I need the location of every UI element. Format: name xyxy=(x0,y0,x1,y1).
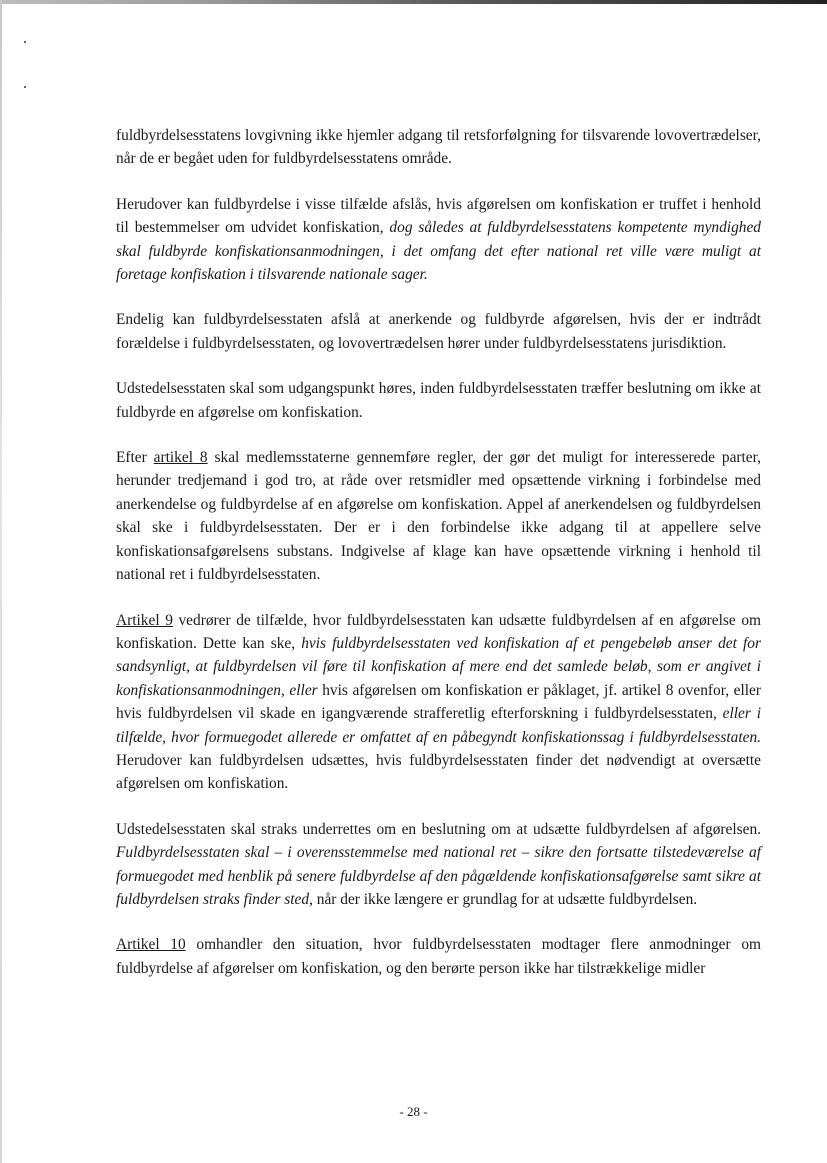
text-run: Herudover kan fuldbyrdelsen udsættes, hvis fuldbyrdelsesstaten finder det nødvendigt at oversætte afgørelsen om konfiskation. xyxy=(116,751,761,793)
italic-text: dog således at fuldbyrdelsesstatens kompetente myndighed skal fuldbyrde konfiskationsanmodningen, i det omfang det efter national ret ville være muligt at foretage konfiskation i tilsvarende nationale sager. xyxy=(116,219,761,284)
text-run: Efter xyxy=(116,449,154,467)
text-run: Udstedelsesstaten skal som udgangspunkt høres, inden fuldbyrdelsesstaten træffer beslutning om ikke at fuldbyrde en afgørelse om konfiskation. xyxy=(116,380,761,421)
paragraph xyxy=(116,308,761,355)
text-run: Endelig kan fuldbyrdelsesstaten afslå at anerkende og fuldbyrde afgørelsen, hvis der er indtrådt forældelse i fuldbyrdelsesstaten, og lovovertrædelsen hører under fuldbyrdelsesstatens jurisdiktion. xyxy=(116,311,761,352)
scan-speck xyxy=(24,86,26,88)
text-run: , når der ikke længere er grundlag for at udsætte fuldbyrdelsen. xyxy=(309,890,698,908)
scan-left-edge xyxy=(0,0,2,1163)
paragraph xyxy=(116,377,761,424)
page-number: - 28 - xyxy=(399,1104,428,1119)
text-run: Herudover kan fuldbyrdelse i visse tilfælde afslås, hvis afgørelsen om konfiskation er truffet i henhold til bestemmelser om udvidet konfiskation, xyxy=(116,195,761,237)
text-run: skal medlemsstaterne gennemføre regler, der gør det muligt for interesserede parter, herunder tredjemand i god tro, at råde over retsmidler med opsættende virkning i forbindelse med anerkendelse og fuldbyrdelse af en afgørelse om konfiskation. Appel af anerkendelsen og fuldbyrdelsen skal ske i fuldbyrdelsesstaten. Der er i den forbindelse ikke adgang til at appellere selve konfiskationsafgørelsens substans. Indgivelse af klage kan have opsættende virkning i henhold til national ret i fuldbyrdelsesstaten. xyxy=(116,449,761,584)
paragraph xyxy=(116,818,761,912)
article-reference: artikel 8 xyxy=(153,449,208,467)
scan-speck xyxy=(24,41,26,43)
italic-text: eller i tilfælde, hvor formuegodet allerede er omfattet af en påbegyndt konfiskationssag i fuldbyrdelsesstaten. xyxy=(116,705,761,746)
paragraph xyxy=(116,933,761,980)
paragraph xyxy=(116,193,761,287)
text-run: vedrører de tilfælde, hvor fuldbyrdelsesstaten kan udsætte fuldbyrdelsen af en afgørelse om konfiskation. Dette kan ske, xyxy=(116,611,761,652)
scan-top-edge xyxy=(0,0,827,4)
document-body xyxy=(116,124,761,1002)
text-run: Udstedelsesstaten skal straks underrettes om en beslutning om at udsætte fuldbyrdelsen af afgørelsen. xyxy=(116,820,761,838)
paragraph xyxy=(116,446,761,586)
article-reference: Artikel 9 xyxy=(116,611,173,629)
italic-text: hvis fuldbyrdelsesstaten ved konfiskation af et pengebeløb anser det for sandsynligt, at fuldbyrdelsen vil føre til konfiskation af mere end det samlede beløb, som er angivet i konfiskationsanmodningen, eller xyxy=(116,634,761,699)
paragraph xyxy=(116,124,761,171)
paragraph xyxy=(116,609,761,796)
text-run: omhandler den situation, hvor fuldbyrdelsesstaten modtager flere anmodninger om fuldbyrdelse af afgørelser om konfiskation, og den berørte person ikke har tilstrækkelige midler xyxy=(116,936,761,977)
text-run: hvis afgørelsen om konfiskation er påklaget, jf. artikel 8 ovenfor, eller hvis fuldbyrdelsen vil skade en igangværende strafferetlig efterforskning i fuldbyrdelsesstaten, xyxy=(116,681,762,723)
italic-text: Fuldbyrdelsesstaten skal – i overensstemmelse med national ret – sikre den fortsatte tilstedeværelse af formuegodet med henblik på senere fuldbyrdelse af den pågældende konfiskationsafgørelse samt sikre at fuldbyrdelsen straks finder sted xyxy=(116,844,761,908)
text-run: fuldbyrdelsesstatens lovgivning ikke hjemler adgang til retsforfølgning for tilsvarende lovovertrædelser, når de er begået uden for fuldbyrdelsesstatens område. xyxy=(116,127,761,168)
article-reference: Artikel 10 xyxy=(116,936,186,954)
